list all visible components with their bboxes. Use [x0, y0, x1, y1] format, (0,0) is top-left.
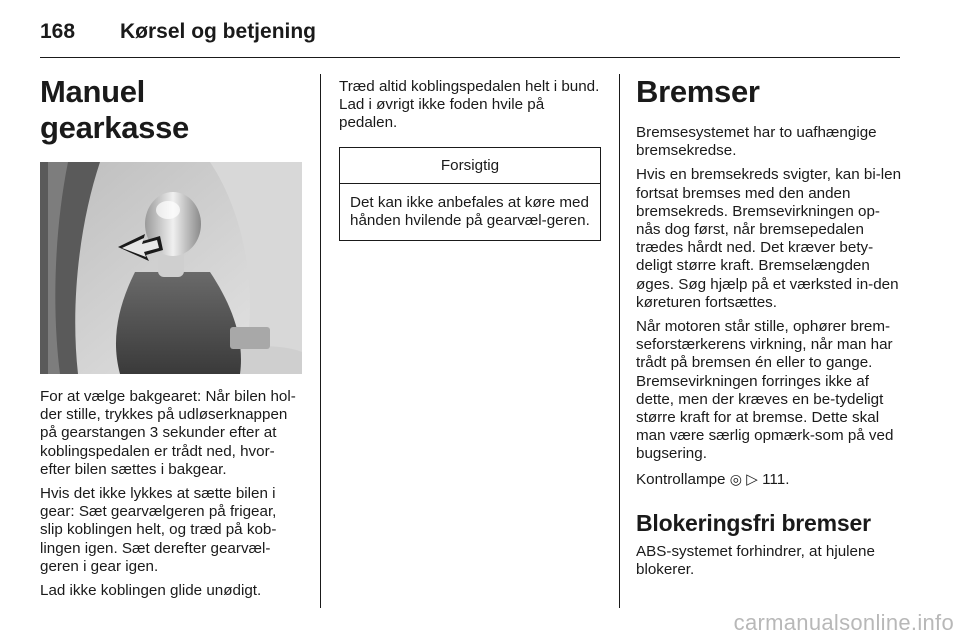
caution-text: Det kan ikke anbefales at køre med hånden hvilende på gearvæl-geren.: [350, 193, 590, 229]
paragraph: Træd altid koblingspedalen helt i bund. Lad i øvrigt ikke foden hvile på pedalen.: [339, 78, 600, 132]
page-number: 168: [40, 20, 76, 43]
paragraph: ABS-systemet forhindrer, at hjulene blokerer.: [636, 542, 875, 579]
section-heading: Blokeringsfri bremser: [636, 509, 871, 536]
section-heading: Bremser: [636, 74, 760, 109]
caution-title: Forsigtig: [340, 148, 600, 184]
page-header: [40, 16, 900, 48]
gear-lever-photo: [40, 162, 302, 374]
column-manual-gearbox: [40, 74, 302, 606]
header-rule: [40, 57, 900, 58]
page-ref-arrow-icon: ▷: [746, 470, 758, 488]
paragraph: Lad ikke koblingen glide unødigt.: [40, 582, 262, 600]
cross-reference: [636, 470, 904, 489]
caution-box: [339, 147, 601, 241]
brake-warning-icon: ◎: [729, 470, 742, 487]
column-brakes: [636, 74, 904, 585]
column-divider: [619, 74, 620, 608]
section-heading: Manuel gearkasse: [40, 74, 189, 145]
paragraph: Hvis en bremsekreds svigter, kan bi-len fortsat bremses med den anden bremsekreds. Bremsevirkningen op-nås dog først, når bremsepedalen trædes hårdt ned. Det kræver bety-deligt større kraft. Bremselængden øges. Søg hjælp på et værksted in-den køreturen fortsættes.: [636, 166, 902, 311]
paragraph: Bremsesystemet har to uafhængige bremsekredse.: [636, 124, 877, 160]
paragraph: Når motoren står stille, ophører brem-seforstærkerens virkning, når man har trådt på bremsen én eller to gange. Bremsevirkningen forringes ikke af dette, men der kræves en be-tydeligt større kraft for at bremse. Dette skal man være særlig opmærk-som på ved bugsering.: [636, 318, 894, 463]
paragraph: For at vælge bakgearet: Når bilen hol-der stille, trykkes på udløserknappen på gearstangen 3 sekunder efter at koblingspedalen er trådt ned, hvor-efter bilen sættes i bakgear.: [40, 388, 296, 478]
column-clutch: [339, 78, 601, 241]
ref-label: Kontrollampe: [636, 470, 726, 488]
paragraph: Hvis det ikke lykkes at sætte bilen i gear: Sæt gearvælgeren på frigear, slip koblingen helt, og træd på kob-lingen igen. Sæt derefter gearvæl-geren i gear igen.: [40, 485, 277, 575]
column-divider: [320, 74, 321, 608]
watermark: carmanualsonline.info: [733, 610, 954, 635]
ref-page: 111.: [762, 470, 790, 488]
chapter-title: Kørsel og betjening: [120, 20, 317, 43]
